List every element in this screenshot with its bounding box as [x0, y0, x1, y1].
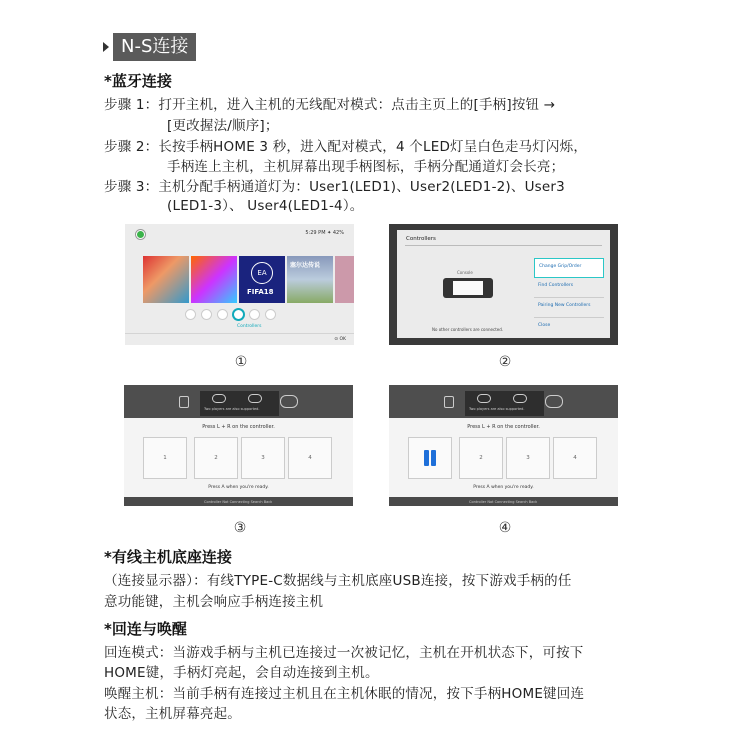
pro-controller-icon: [280, 395, 298, 408]
grip-options: [465, 391, 544, 416]
title-bar: [103, 33, 196, 61]
wake-line1: 唤醒主机：当前手柄有连接过主机且在主机休眠的情况，按下手柄HOME键回连: [104, 686, 585, 702]
game-tile-2: [191, 256, 237, 303]
bt-step2-line2: 手柄连上主机，主机屏幕出现手柄图标，手柄分配通道灯会长亮；: [167, 159, 565, 175]
game-tile-5: [335, 256, 354, 303]
bt-step2-line1: 步骤 2：长按手柄HOME 3 秒，进入配对模式，4 个LED灯呈白色走马灯闪烁，: [104, 139, 588, 155]
caption-4: ④: [498, 520, 512, 536]
user-avatar: [136, 230, 145, 239]
bullet-marker-icon: [103, 42, 109, 52]
footer-text: Controller Not Connecting Search Back: [469, 500, 538, 504]
panel-divider: [405, 245, 602, 246]
news-icon: [185, 309, 196, 320]
player-slot-1: 1: [143, 437, 187, 479]
menu-close: Close: [538, 323, 551, 328]
bt-step1-line1: 步骤 1：打开主机，进入主机的无线配对模式：点击主页上的[手柄]按钮 →: [104, 97, 556, 113]
bt-step1-line2: [更改握法/顺序]；: [167, 118, 279, 134]
page-title: N-S连接: [113, 33, 196, 61]
bt-step3-line2: (LED1-3）、 User4(LED1-4）。: [167, 198, 364, 214]
player-slot-1-connected: [408, 437, 452, 479]
wired-heading: *有线主机底座连接: [104, 548, 232, 566]
reconnect-line1: 回连模式：当游戏手柄与主机已连接过一次被记忆，主机在开机状态下，可按下: [104, 645, 584, 661]
game-tile-fifa: [239, 256, 285, 303]
screenshot-controllers-menu: [389, 224, 618, 345]
player-slot-3: 3: [241, 437, 285, 479]
pairing-topbar: [389, 385, 618, 418]
status-time: 5:29 PM ✦ 42%: [305, 230, 344, 236]
controllers-panel: [397, 230, 610, 338]
wired-line2: 意功能键，主机会响应手柄连接主机: [104, 594, 324, 610]
player-slot-2: 2: [459, 437, 503, 479]
screenshot-pairing-empty: [124, 385, 353, 506]
pro-controller-icon: [545, 395, 563, 408]
reconnect-heading: *回连与唤醒: [104, 620, 187, 638]
fifa-label: FIFA18: [247, 288, 274, 296]
home-bottombar: [125, 333, 354, 345]
joycon-pair-icon: [424, 450, 436, 466]
wired-line1: （连接显示器）：有线TYPE-C数据线与主机底座USB连接，按下游戏手柄的任: [104, 573, 572, 589]
console-label: Console: [457, 270, 473, 275]
press-a-text: Press A when you're ready.: [208, 485, 269, 490]
eshop-icon: [201, 309, 212, 320]
press-lr-text: Press L + R on the controller.: [202, 424, 275, 430]
player-slot-4: 4: [553, 437, 597, 479]
no-controllers-hint: No other controllers are connected.: [432, 327, 504, 332]
screenshot-home-menu: [125, 224, 354, 345]
player-slot-2: 2: [194, 437, 238, 479]
wake-line2: 状态，主机屏幕亮起。: [104, 706, 241, 722]
menu-change-grip: Change Grip/Order: [534, 258, 604, 278]
ok-hint: ⊙ OK: [334, 337, 346, 342]
reconnect-line2: HOME键，手柄灯亮起，会自动连接到主机。: [104, 665, 379, 681]
menu-find-controllers: Find Controllers: [534, 278, 604, 298]
bluetooth-heading: *蓝牙连接: [104, 72, 172, 90]
controllers-icon: [233, 309, 244, 320]
console-icon: [443, 278, 493, 298]
zelda-label: 塞尔达传说: [290, 262, 321, 269]
joycon-icon: [444, 396, 454, 408]
press-lr-text: Press L + R on the controller.: [467, 424, 540, 430]
caption-2: ②: [498, 354, 512, 370]
controllers-label: Controllers: [237, 324, 262, 329]
home-icon-row: [185, 309, 276, 320]
album-icon: [217, 309, 228, 320]
power-icon: [265, 309, 276, 320]
grip-icon: [248, 394, 262, 403]
pairing-note: Two players are also supported.: [469, 407, 525, 411]
controllers-menu: [534, 258, 604, 338]
player-slot-3: 3: [506, 437, 550, 479]
joycon-icon: [179, 396, 189, 408]
grip-icon: [513, 394, 527, 403]
controllers-title: Controllers: [406, 236, 436, 242]
footer-text: Controller Not Connecting Search Back: [204, 500, 273, 504]
caption-3: ③: [233, 520, 247, 536]
bt-step3-line1: 步骤 3：主机分配手柄通道灯为：User1(LED1)、User2(LED1-2)、User3: [104, 179, 565, 195]
grip-icon: [477, 394, 491, 403]
player-slot-4: 4: [288, 437, 332, 479]
pairing-note: Two players are also supported.: [204, 407, 260, 411]
menu-pairing-new: Pairing New Controllers: [534, 298, 604, 318]
ea-logo: EA: [251, 262, 273, 284]
game-tile-zelda: [287, 256, 333, 303]
press-a-text: Press A when you're ready.: [473, 485, 534, 490]
game-tile-1: [143, 256, 189, 303]
pairing-topbar: [124, 385, 353, 418]
settings-gear-icon: [249, 309, 260, 320]
screenshot-pairing-connected: [389, 385, 618, 506]
home-topbar: [125, 224, 354, 244]
grip-icon: [212, 394, 226, 403]
grip-options: [200, 391, 279, 416]
caption-1: ①: [234, 354, 248, 370]
